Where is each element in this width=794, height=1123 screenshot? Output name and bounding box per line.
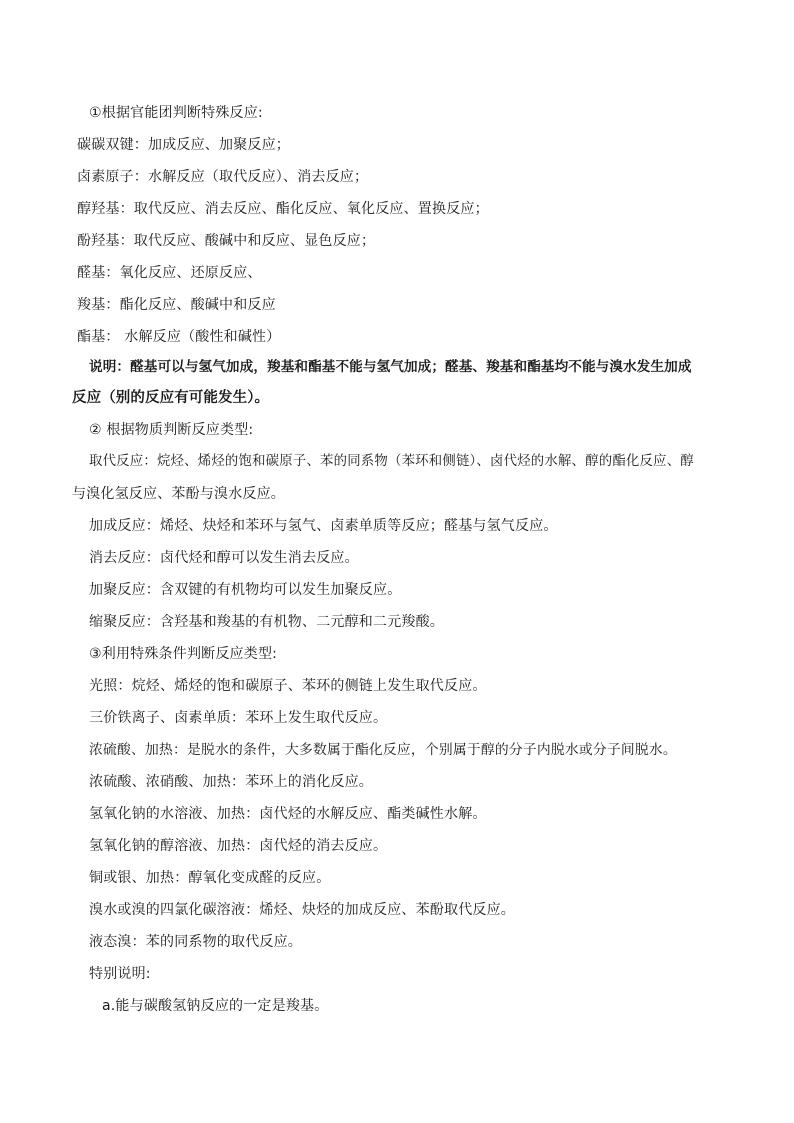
substitution-line-1: 取代反应：烷烃、烯烃的饱和碳原子、苯的同系物（苯环和侧链）、卤代烃的水解、醇的酯化反应、醇 [89,454,694,469]
section3-item: 光照：烷烃、烯烃的饱和碳原子、苯环的侧链上发生取代反应。 [89,678,487,694]
section3-item: 铜或银、加热：醇氧化变成醛的反应。 [89,870,331,886]
section3-item: 液态溴：苯的同系物的取代反应。 [89,934,302,950]
special-note-item: a.能与碳酸氢钠反应的一定是羧基。 [102,998,329,1014]
section3-item: 浓硫酸、加热：是脱水的条件，大多数属于酯化反应，个别属于醇的分子内脱水或分子间脱水。 [89,742,677,758]
special-note-heading: 特别说明: [89,966,151,982]
section3-heading: ③利用特殊条件判断反应类型: [89,646,278,662]
section3-item: 溴水或溴的四氯化碳溶液：烯烃、炔烃的加成反应、苯酚取代反应。 [89,902,515,918]
note-line-1: 说明：醛基可以与氢气加成，羧基和酯基不能与氢气加成；醛基、羧基和酯基均不能与溴水发生加成 [89,359,692,375]
section3-item: 氢氧化钠的醇溶液、加热：卤代烃的消去反应。 [89,838,388,854]
substitution-line-2: 与溴化氢反应、苯酚与溴水反应。 [72,486,285,502]
section1-item: 酚羟基：取代反应、酸碱中和反应、显色反应； [77,233,376,249]
section2-item: 加成反应：烯烃、炔烃和苯环与氢气、卤素单质等反应；醛基与氢气反应。 [89,518,558,534]
section3-item: 三价铁离子、卤素单质：苯环上发生取代反应。 [89,710,388,726]
section2-heading: ② 根据物质判断反应类型: [89,422,254,438]
section1-item: 卤素原子：水解反应（取代反应）、消去反应； [77,169,369,185]
note-line-2: 反应（别的反应有可能发生）。 [72,390,270,406]
section2-item: 缩聚反应：含羟基和羧基的有机物、二元醇和二元羧酸。 [89,614,444,630]
section3-item: 浓硫酸、浓硝酸、加热：苯环上的消化反应。 [89,774,373,790]
section2-item: 加聚反应：含双键的有机物均可以发生加聚反应。 [89,582,402,598]
section1-item: 碳碳双键：加成反应、加聚反应； [77,137,290,153]
section1-item: 醛基：氧化反应、还原反应、 [77,265,262,281]
section3-item: 氢氧化钠的水溶液、加热：卤代烃的水解反应、酯类碱性水解。 [89,806,487,822]
section1-item: 羧基：酯化反应、酸碱中和反应 [77,297,276,313]
section1-item: 酯基： 水解反应（酸性和碱性） [77,329,281,345]
section1-heading: ①根据官能团判断特殊反应: [89,105,263,121]
section1-item: 醇羟基：取代反应、消去反应、酯化反应、氧化反应、置换反应； [77,201,489,217]
section2-item: 消去反应：卤代烃和醇可以发生消去反应。 [89,550,359,566]
